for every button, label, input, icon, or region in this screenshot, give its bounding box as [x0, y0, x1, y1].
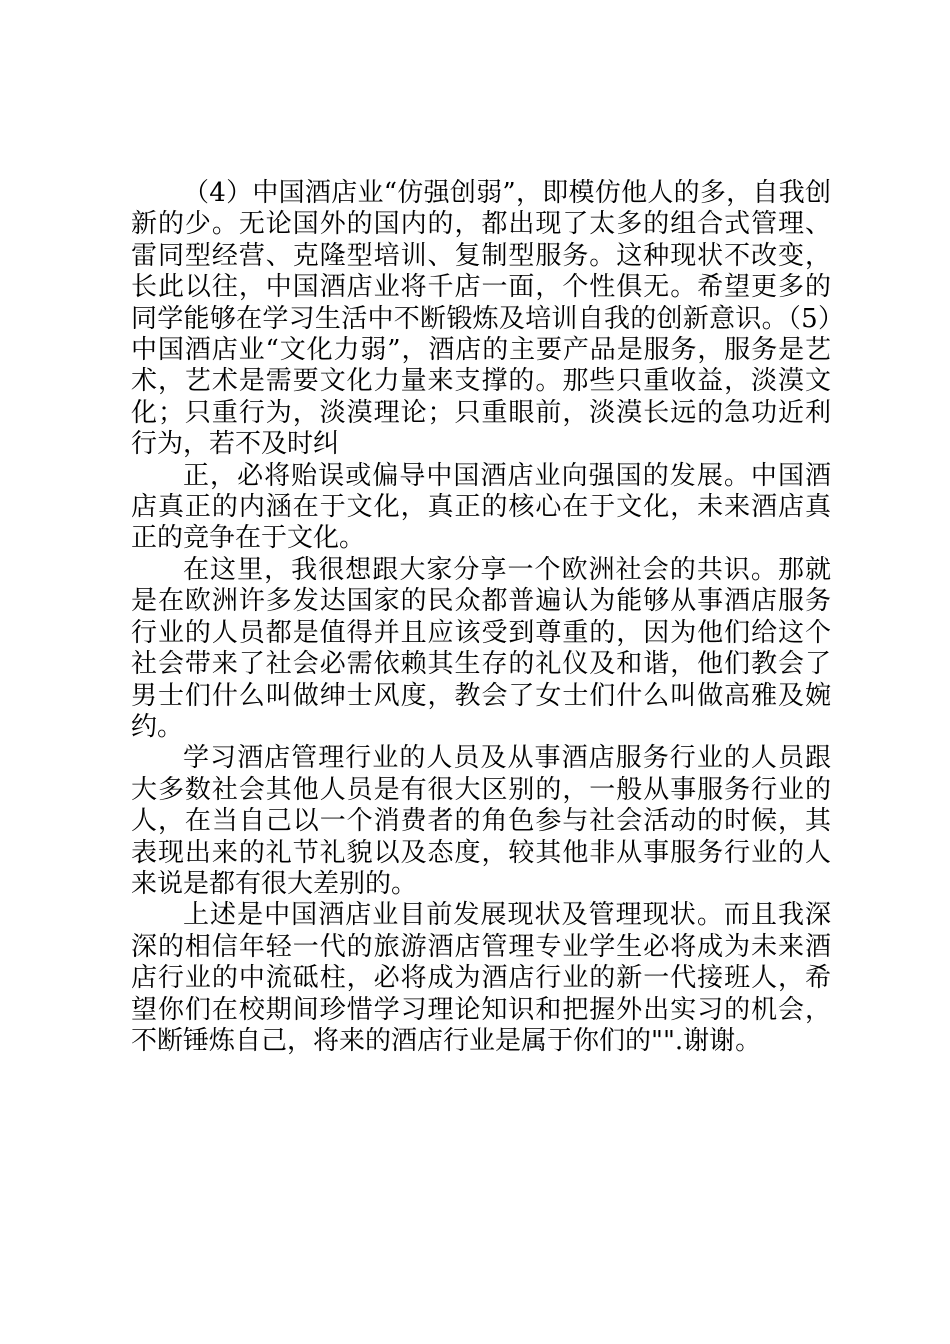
- paragraph-hotel-industry-weakness: （4）中国酒店业“仿强创弱”，即模仿他人的多，自我创新的少。无论国外的国内的，都出现了太多的组合式管理、雷同型经营、克隆型培训、复制型服务。这种现状不改变，长此以往，中国酒店业将千店一面，个性俱无。希望更多的同学能够在学习生活中不断锻炼及培训自我的创新意识。（5）中国酒店业“文化力弱”，酒店的主要产品是服务，服务是艺术，艺术是需要文化力量来支撑的。那些只重收益，淡漠文化；只重行为，淡漠理论；只重眼前，淡漠长远的急功近利行为，若不及时纠: [131, 178, 831, 460]
- document-body: [131, 178, 831, 1057]
- paragraph-european-consensus: 在这里，我很想跟大家分享一个欧洲社会的共识。那就是在欧洲许多发达国家的民众都普遍认为能够从事酒店服务行业的人员都是值得并且应该受到尊重的，因为他们给这个社会带来了社会必需依赖其生存的礼仪及和谐，他们教会了男士们什么叫做绅士风度，教会了女士们什么叫做高雅及婉约。: [131, 554, 831, 742]
- paragraph-closing: 上述是中国酒店业目前发展现状及管理现状。而且我深深的相信年轻一代的旅游酒店管理专业学生必将成为未来酒店行业的中流砥柱，必将成为酒店行业的新一代接班人，希望你们在校期间珍惜学习理论知识和把握外出实习的机会，不断锤炼自己，将来的酒店行业是属于你们的"".谢谢。: [131, 900, 831, 1056]
- paragraph-service-industry-people: 学习酒店管理行业的人员及从事酒店服务行业的人员跟大多数社会其他人员是有很大区别的，一般从事服务行业的人，在当自己以一个消费者的角色参与社会活动的时候，其表现出来的礼节礼貌以及态度，较其他非从事服务行业的人来说是都有很大差别的。: [131, 743, 831, 899]
- paragraph-culture-core: 正，必将贻误或偏导中国酒店业向强国的发展。中国酒店真正的内涵在于文化，真正的核心在于文化，未来酒店真正的竞争在于文化。: [131, 460, 831, 554]
